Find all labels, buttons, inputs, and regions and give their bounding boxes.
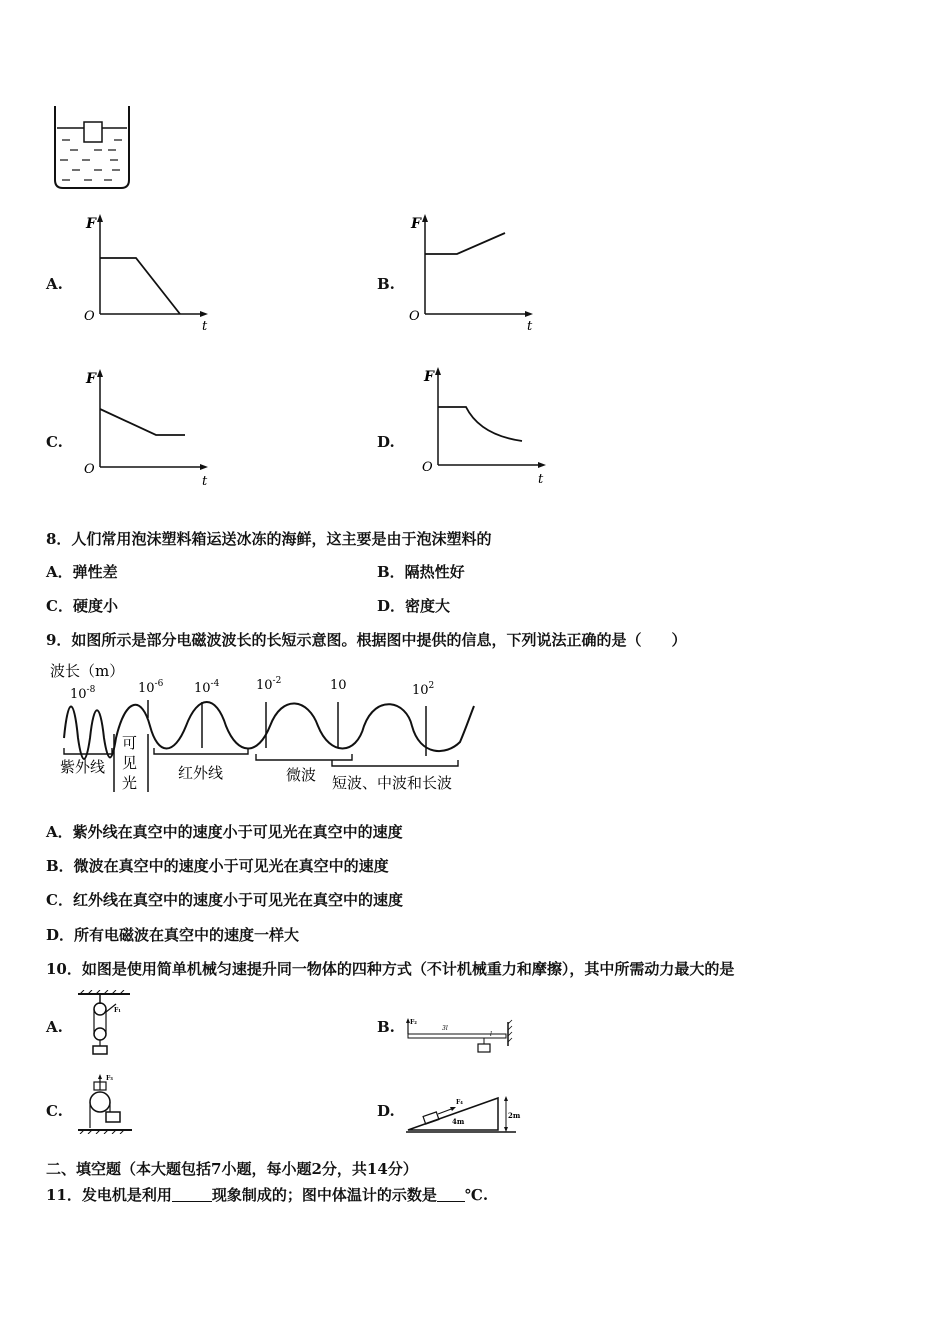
q11-blank-2[interactable] xyxy=(437,1187,465,1202)
q8-option-a: A．弹性差 xyxy=(46,563,118,581)
incline-d-figure xyxy=(404,1092,524,1136)
q11-part1: 11．发电机是利用 xyxy=(46,1186,172,1204)
q10-stem: 10．如图是使用简单机械匀速提升同一物体的四种方式（不计机械重力和摩擦），其中所需动力最大的是 xyxy=(46,960,735,978)
pulley-a-figure xyxy=(76,990,136,1056)
q8-stem: 8．人们常用泡沫塑料箱运送冰冻的海鲜，这主要是由于泡沫塑料的 xyxy=(46,530,492,548)
graph-option-c-letter: C. xyxy=(46,433,63,451)
graph-a xyxy=(80,210,220,335)
lever-b-short-arm-label: l xyxy=(490,1031,492,1038)
em-band-visible-3: 光 xyxy=(122,774,138,792)
graph-a-origin: O xyxy=(84,309,95,324)
graph-option-b-letter: B. xyxy=(377,275,395,293)
q8-option-b: B．隔热性好 xyxy=(377,563,465,581)
q9-option-b: B．微波在真空中的速度小于可见光在真空中的速度 xyxy=(46,857,389,875)
q8-option-c: C．硬度小 xyxy=(46,597,118,615)
em-band-radio: 短波、中波和长波 xyxy=(332,774,453,792)
graph-option-a-letter: A. xyxy=(46,275,63,293)
graph-d-origin: O xyxy=(422,460,433,475)
em-band-visible-1: 可 xyxy=(122,734,138,752)
em-spectrum-figure xyxy=(46,656,476,796)
q9-stem: 9．如图所示是部分电磁波波长的长短示意图。根据图中提供的信息，下列说法正确的是（ ） xyxy=(46,631,687,649)
incline-d-slope-label: 4m xyxy=(452,1117,465,1126)
q11-part2: 现象制成的；图中体温计的示数是 xyxy=(211,1186,437,1204)
graph-b-origin: O xyxy=(409,309,420,324)
em-band-visible-2: 见 xyxy=(122,754,138,772)
graph-d-axis-x: t xyxy=(538,472,544,487)
incline-d-height-label: 2m xyxy=(508,1111,521,1120)
graph-d xyxy=(418,363,558,488)
pulley-c-figure xyxy=(76,1072,136,1134)
graph-c-axis-x: t xyxy=(202,474,208,489)
lever-b-long-arm-label: 3l xyxy=(442,1025,448,1032)
em-mark-5: 10 xyxy=(330,678,347,693)
em-mark-1: $10^{-8}$ xyxy=(70,685,96,702)
em-band-uv: 紫外线 xyxy=(60,758,106,776)
em-mark-6: $10^2$ xyxy=(412,681,435,698)
q10-option-c-letter: C. xyxy=(46,1102,63,1120)
em-mark-4: $10^{-2}$ xyxy=(256,676,282,693)
graph-c-axis-y: F xyxy=(86,371,96,387)
graph-a-axis-x: t xyxy=(202,319,208,334)
q10-option-a-letter: A. xyxy=(46,1018,63,1036)
graph-b-axis-x: t xyxy=(527,319,533,334)
graph-d-axis-y: F xyxy=(424,369,434,385)
em-band-microwave: 微波 xyxy=(286,766,317,784)
em-mark-3: $10^{-4}$ xyxy=(194,679,220,696)
section2-title: 二、填空题（本大题包括7小题，每小题2分，共14分） xyxy=(46,1160,418,1178)
q11-line xyxy=(46,1186,488,1204)
incline-d-force-label: F₄ xyxy=(456,1099,463,1106)
q11-blank-1[interactable] xyxy=(172,1187,212,1202)
q9-option-a: A．紫外线在真空中的速度小于可见光在真空中的速度 xyxy=(46,823,403,841)
q9-option-d: D．所有电磁波在真空中的速度一样大 xyxy=(46,926,300,944)
pulley-c-force-label: F₃ xyxy=(106,1075,113,1082)
q11-unit: ℃. xyxy=(464,1186,489,1204)
graph-b xyxy=(405,210,545,335)
em-axis-label: 波长（m） xyxy=(50,662,125,680)
q9-option-c: C．红外线在真空中的速度小于可见光在真空中的速度 xyxy=(46,891,403,909)
graph-c xyxy=(80,365,220,490)
graph-b-axis-y: F xyxy=(411,216,421,232)
lever-b-force-label: F₂ xyxy=(410,1019,417,1026)
q10-option-d-letter: D. xyxy=(377,1102,395,1120)
pulley-a-force-label: F₁ xyxy=(114,1007,121,1014)
q8-option-d: D．密度大 xyxy=(377,597,451,615)
q10-option-b-letter: B. xyxy=(377,1018,395,1036)
beaker-figure xyxy=(48,100,138,192)
em-band-infrared: 红外线 xyxy=(178,764,224,782)
graph-c-origin: O xyxy=(84,462,95,477)
graph-a-axis-y: F xyxy=(86,216,96,232)
lever-b-figure xyxy=(404,1016,514,1056)
em-mark-2: $10^{-6}$ xyxy=(138,679,164,696)
graph-option-d-letter: D. xyxy=(377,433,395,451)
